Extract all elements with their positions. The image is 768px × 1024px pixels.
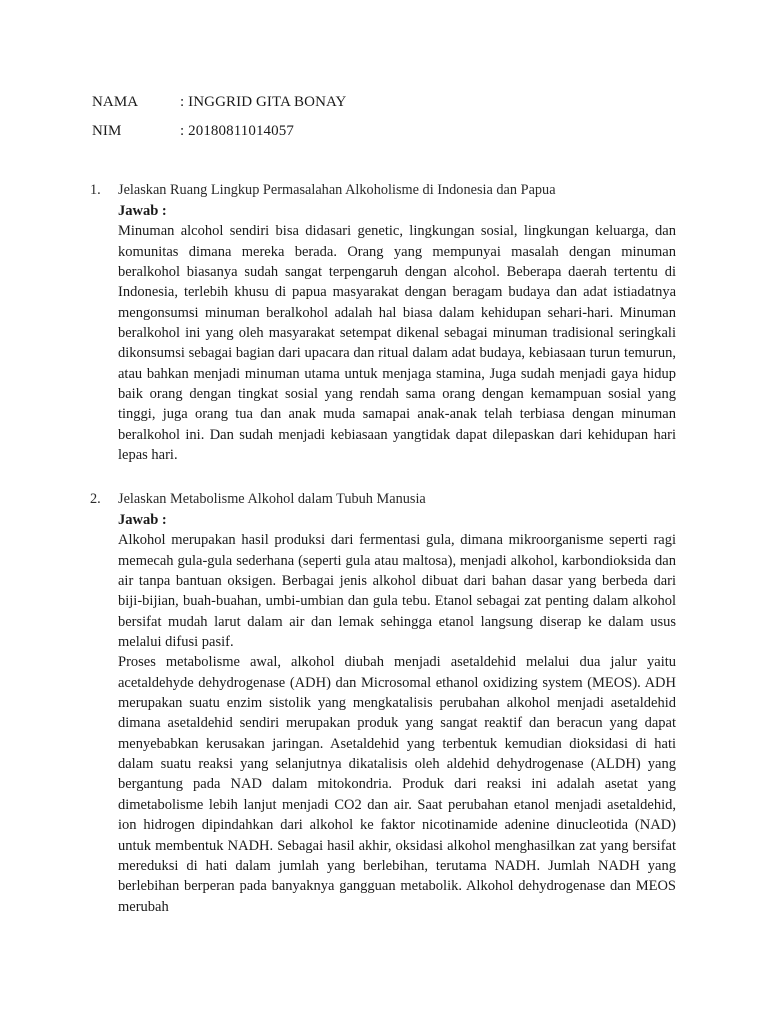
nim-label: NIM — [92, 123, 122, 139]
question-2 — [90, 489, 690, 917]
question-1-number: 1. — [90, 182, 101, 198]
nim-value: : 20180811014057 — [180, 123, 294, 139]
answer-2-paragraph-1: Alkohol merupakan hasil produksi dari fermentasi gula, dimana mikroorganisme seperti ragi memecah gula-gula sederhana (seperti gula atau maltosa), menjadi alkohol, karbondioksida dan air tanpa bantuan oksigen. Berbagai jenis alkohol dibuat dari bahan dasar yang berbeda dari biji-bijian, buah-buahan, umbi-umbian dan gula tebu. Etanol sebagai zat penting dalam alkohol bersifat mudah larut dalam air dan lemak sehingga etanol langsung diserap ke dalam usus melalui difusi pasif. — [118, 532, 676, 651]
name-row — [92, 94, 347, 111]
answer-2 — [118, 510, 676, 917]
question-1-heading — [90, 180, 690, 201]
nim-row — [92, 123, 294, 140]
answer-2-paragraph-2: Proses metabolisme awal, alkohol diubah menjadi asetaldehid melalui dua jalur yaitu acetaldehyde dehydrogenase (ADH) dan Microsomal ethanol oxidizing system (MEOS). ADH merupakan suatu enzim sistolik yang mengkatalisis perubahan alkohol menjadi asetaldehid dimana asetaldehid sendiri merupakan produk yang sangat reaktif dan beracun yang dapat menyebabkan kerusakan jaringan. Asetaldehid yang terbentuk kemudian dioksidasi di hati dalam suatu reaksi yang selanjutnya dikatalisis oleh aldehid dehydrogenase (ALDH) yang bergantung pada NAD dalam mitokondria. Produk dari reaksi ini adalah asetat yang dimetabolisme lebih lanjut menjadi CO2 dan air. Saat perubahan etanol menjadi asetaldehid, ion hidrogen dipindahkan dari alkohol ke faktor nicotinamide adenine dinucleotida (NAD) untuk membentuk NADH. Sebagai hasil akhir, oksidasi alkohol menghasilkan zat yang bersifat mereduksi di hati dalam jumlah yang berlebihan, terutama NADH. Jumlah NADH yang berlebihan berperan pada banyaknya gangguan metabolik. Alkohol dehydrogenase dan MEOS merubah — [118, 654, 676, 915]
question-1 — [90, 180, 690, 465]
name-value: : INGGRID GITA BONAY — [180, 94, 347, 110]
question-2-title: Jelaskan Metabolisme Alkohol dalam Tubuh Manusia — [118, 491, 426, 507]
question-1-title: Jelaskan Ruang Lingkup Permasalahan Alkoholisme di Indonesia dan Papua — [118, 182, 556, 198]
answer-1 — [118, 201, 676, 465]
answer-1-label: Jawab : — [118, 203, 167, 219]
answer-2-label: Jawab : — [118, 512, 167, 528]
question-2-heading — [90, 489, 690, 510]
question-2-number: 2. — [90, 491, 101, 507]
name-label: NAMA — [92, 94, 139, 110]
answer-1-paragraph-1: Minuman alcohol sendiri bisa didasari genetic, lingkungan sosial, lingkungan keluarga, dan komunitas dimana mereka berada. Orang yang mempunyai masalah dengan minuman beralkohol biasanya sudah sangat terpengaruh dengan alcohol. Beberapa daerah tertentu di Indonesia, terlebih khusu di papua masyarakat dengan beragam budaya dan adat istiadatnya mengonsumsi minuman beralkohol adalah hal biasa dalam kehidupan sehari-hari. Minuman beralkohol ini yang oleh masyarakat setempat dikenal sebagai minuman tradisional seringkali dikonsumsi sebagai bagian dari upacara dan ritual dalam adat budaya, kebiasaan turun temurun, atau bahkan menjadi minuman utama untuk menjaga stamina, Juga sudah menjadi gaya hidup baik orang dengan tingkat sosial yang rendah sama orang dengan kemampuan sosial yang tinggi, juga orang tua dan anak muda samapai anak-anak telah terbiasa dengan minuman beralkohol ini. Dan sudah menjadi kebiasaan yangtidak dapat dilepaskan dari kehidupan hari lepas hari. — [118, 223, 676, 464]
